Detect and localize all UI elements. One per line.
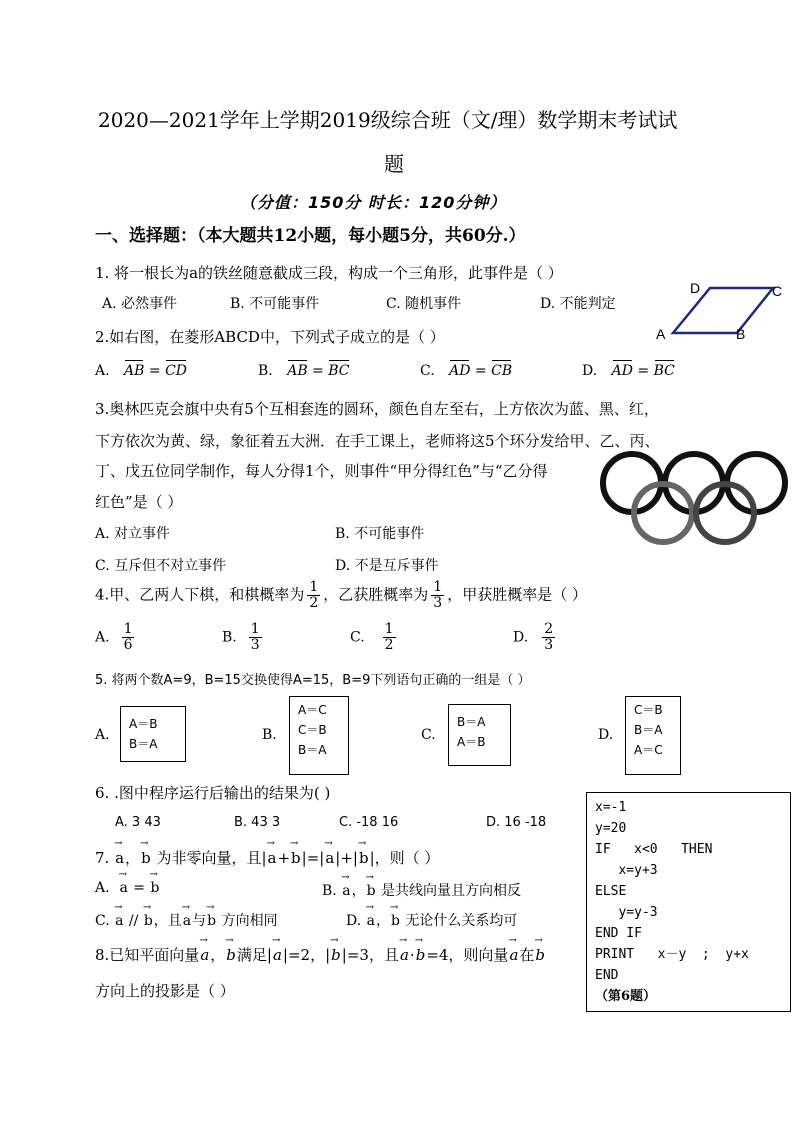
- question-2-text: 2.如右图，在菱形ABCD中，下列式子成立的是（ ）: [95, 328, 445, 346]
- question-4-text: [95, 580, 587, 611]
- question-5-text: 5. 将两个数A=9，B=15交换使得A=15，B=9下列语句正确的一组是（ ）: [95, 673, 531, 688]
- q7-stem-e: |，则（ ）: [369, 849, 440, 867]
- code-line-8: PRINT x－y ; y+x: [595, 947, 749, 962]
- q4a-label: A.: [95, 629, 110, 646]
- q1-option-a: A. 必然事件: [102, 296, 178, 312]
- question-8-line2: 方向上的投影是（ ）: [95, 982, 235, 1000]
- q5b-line2: C＝B: [298, 723, 327, 737]
- code-line-1: x=-1: [595, 800, 627, 815]
- q2-option-d: D. AD = BC: [582, 363, 675, 379]
- q5b-line1: A＝C: [298, 703, 327, 717]
- code-line-6: y=y-3: [595, 905, 658, 920]
- q7-option-d: D. → a，→ b 无论什么关系均可: [346, 910, 517, 930]
- q4-option-c: [350, 622, 399, 653]
- q2a-lhs: AB: [124, 363, 145, 379]
- q4-option-d: [513, 622, 558, 653]
- q6-option-b: B. 43 3: [234, 815, 281, 830]
- q4c-num: 1: [384, 621, 394, 637]
- q4-tie-num: 1: [309, 579, 319, 595]
- q4-text-b: ，乙获胜概率为: [323, 585, 429, 604]
- q8-e: =4，则向量: [426, 946, 509, 964]
- q3-option-a: A. 对立事件: [95, 526, 171, 542]
- q2b-label: B.: [258, 363, 273, 379]
- q7c-text2: 与: [192, 913, 207, 929]
- rhombus-shape: [673, 288, 773, 333]
- q4-option-a: [95, 622, 137, 653]
- q3-option-b: B. 不可能事件: [335, 526, 425, 542]
- q8-f: 在: [519, 946, 535, 964]
- q5c-line2: A＝B: [457, 735, 486, 749]
- q2d-lhs: AD: [611, 363, 633, 379]
- q2c-lhs: AD: [449, 363, 471, 379]
- q7c-text1: ，且: [153, 913, 182, 929]
- question-3-line4: 红色”是（ ）: [95, 493, 183, 511]
- q5-option-b-box: [289, 696, 349, 775]
- q7d-label: D.: [346, 913, 362, 929]
- q7c-text3: 方向相同: [221, 913, 278, 929]
- q7-stem-c: |=|: [301, 849, 325, 867]
- code-caption: （第6题）: [595, 989, 657, 1004]
- q2b-rhs: BC: [328, 363, 350, 379]
- code-line-3: IF x<0 THEN: [595, 842, 713, 857]
- exam-subtitle: （分值：150分 时长：120分钟）: [240, 193, 507, 212]
- q8-b: 满足: [236, 946, 267, 964]
- q7d-text: 无论什么关系均可: [405, 913, 518, 929]
- q4-option-b: [222, 622, 265, 653]
- code-line-9: END: [595, 968, 619, 983]
- q4-b-den: 3: [433, 595, 443, 611]
- q5d-line2: B＝A: [634, 723, 663, 737]
- q4a-num: 1: [123, 621, 133, 637]
- q4-fraction-tie: [307, 580, 320, 611]
- q5c-line1: B＝A: [457, 715, 486, 729]
- q5-option-a-label: A.: [95, 727, 110, 743]
- q7-stem-d: |+|: [335, 849, 358, 867]
- q5-option-d-box: [625, 696, 681, 775]
- question-3-line1: 3.奥林匹克会旗中央有5个互相套连的圆环，颜色自左至右，上方依次为蓝、黑、红，: [95, 400, 659, 418]
- q2-option-c: C. AD = CB: [420, 363, 513, 379]
- q2a-rhs: CD: [165, 363, 187, 379]
- q5b-line3: B＝A: [298, 743, 327, 757]
- q1-option-b: B. 不可能事件: [230, 296, 320, 312]
- q7-stem-b: 为非零向量，且|: [156, 849, 267, 867]
- q7c-label: C.: [95, 913, 110, 929]
- q1-option-d: D. 不能判定: [540, 296, 616, 312]
- question-3-line3: 丁、戊五位同学制作，每人分得1个，则事件“甲分得红色”与“乙分得: [95, 462, 548, 480]
- q2c-rhs: CB: [491, 363, 513, 379]
- section-heading: 一、选择题：（本大题共12小题，每小题5分，共60分.）: [95, 226, 526, 246]
- exam-title-line1: 2020—2021学年上学期2019级综合班（文/理）数学期末考试试: [98, 108, 678, 132]
- q4d-label: D.: [513, 629, 529, 646]
- q5a-line1: A＝B: [129, 717, 158, 731]
- q5d-line3: A＝C: [634, 743, 663, 757]
- q2-option-a: A. AB = CD: [95, 363, 187, 379]
- q2d-label: D.: [582, 363, 598, 379]
- q3-option-c: C. 互斥但不对立事件: [95, 558, 227, 574]
- q5-option-c-box: [448, 704, 511, 766]
- q5-option-a-box: [120, 706, 186, 762]
- q7-option-c: C. → a // → b，且→ a与→ b 方向相同: [95, 910, 278, 930]
- q2a-label: A.: [95, 363, 110, 379]
- q4a-den: 6: [123, 637, 133, 653]
- q3-option-d: D. 不是互斥事件: [335, 558, 439, 574]
- q4d-den: 3: [544, 637, 554, 653]
- q4-fraction-b: [431, 580, 444, 611]
- q6-option-c: C. -18 16: [339, 815, 399, 830]
- exam-title-line2: 题: [384, 152, 404, 176]
- q7-stem-a: 7.: [95, 849, 110, 867]
- q7b-text: 是共线向量且方向相反: [380, 883, 521, 899]
- q4-b-num: 1: [433, 579, 443, 595]
- q6-option-a: A. 3 43: [115, 815, 161, 830]
- q4b-den: 3: [250, 637, 260, 653]
- vertex-label-c: C: [772, 283, 783, 299]
- vertex-label-b: B: [736, 326, 746, 342]
- question-1-text: 1. 将一根长为a的铁丝随意截成三段，构成一个三角形，此事件是（ ）: [95, 264, 563, 282]
- q4b-num: 1: [250, 621, 260, 637]
- q5-option-b-label: B.: [262, 727, 277, 743]
- vertex-label-a: A: [656, 326, 666, 342]
- q8-c: =2，: [287, 946, 326, 964]
- q5a-line2: B＝A: [129, 737, 158, 751]
- question-3-line2: 下方依次为黄、绿，象征着五大洲．在手工课上，老师将这5个环分发给甲、乙、丙、: [95, 432, 660, 450]
- q7-option-b: B. → a，→ b 是共线向量且方向相反: [322, 880, 521, 900]
- q8-d: =3，且: [346, 946, 399, 964]
- rhombus-figure: [650, 278, 790, 346]
- q8-a: 8.已知平面向量: [95, 946, 200, 964]
- vertex-label-d: D: [690, 280, 701, 296]
- q2d-rhs: BC: [653, 363, 675, 379]
- q2-option-b: B. AB = BC: [258, 363, 350, 379]
- code-line-4: x=y+3: [595, 863, 658, 878]
- q4-text-a: 4.甲、乙两人下棋，和棋概率为: [95, 585, 305, 604]
- q5d-line1: C＝B: [634, 703, 663, 717]
- olympic-rings-figure: [596, 450, 794, 550]
- q6-option-d: D. 16 -18: [486, 815, 547, 830]
- q5-option-c-label: C.: [421, 727, 436, 743]
- code-line-2: y=20: [595, 821, 627, 836]
- q7b-label: B.: [322, 883, 337, 899]
- code-line-7: END IF: [595, 926, 642, 941]
- q5-option-d-label: D.: [598, 727, 614, 743]
- program-code-box: [586, 792, 791, 1012]
- question-8-line1: 8.已知平面向量→ a，→ b满足|→ a|=2，|→ b|=3，且→ a·→ b=4，则向量→ a在→ b: [95, 944, 546, 965]
- q4d-num: 2: [544, 621, 554, 637]
- code-line-5: ELSE: [595, 884, 627, 899]
- q4b-label: B.: [222, 629, 237, 646]
- q4-text-c: ，甲获胜概率是（ ）: [447, 585, 587, 604]
- q4c-den: 2: [384, 637, 394, 653]
- q2b-lhs: AB: [287, 363, 308, 379]
- q7a-label: A.: [95, 880, 110, 896]
- q2c-label: C.: [420, 363, 435, 379]
- q4c-label: C.: [350, 629, 365, 646]
- question-7-text: 7. → a，→ b 为非零向量，且|→ a+→ b|=|→ a|+|→ b|，则（ ）: [95, 847, 439, 868]
- question-6-text: 6. .图中程序运行后输出的结果为( ): [95, 784, 331, 802]
- q4-tie-den: 2: [309, 595, 319, 611]
- q7-option-a: A. → a = → b: [95, 880, 160, 896]
- q1-option-c: C. 随机事件: [386, 296, 462, 312]
